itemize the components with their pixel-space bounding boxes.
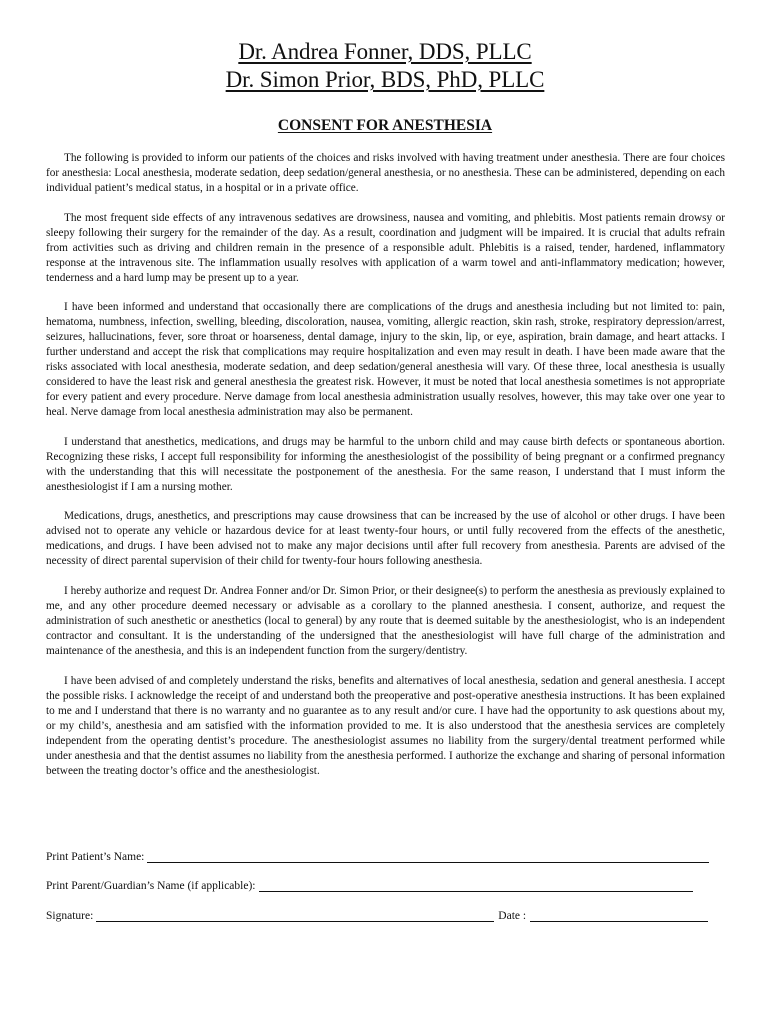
document-title: CONSENT FOR ANESTHESIA — [277, 117, 493, 134]
patient-name-label: Print Patient’s Name: — [46, 851, 145, 863]
signature-label: Signature: — [46, 910, 94, 922]
signature-field[interactable] — [96, 910, 494, 922]
practice-header — [0, 38, 770, 94]
paragraph-side-effects: The most frequent side effects of any intravenous sedatives are drowsiness, nausea and vomiting, and phlebitis. Most patients remain drowsy or sleepy following their surgery for the remainder of the day. As a result, coordination and judgment will be impaired. It is crucial that adults refrain from activities such as driving and children remain in the presence of a responsible adult. Phlebitis is a raised, tender, hardened, inflammatory response at the intravenous site. The inflammation usually resolves with application of a warm towel and anti-inflammatory medication; however, tenderness and a hard lump may be present up to a year. — [46, 211, 725, 284]
paragraph-acknowledgement: I have been advised of and completely understand the risks, benefits and alternatives of local anesthesia, sedation and general anesthesia. I accept the possible risks. I acknowledge the receipt of and understand both the preoperative and post-operative anesthesia instructions. It has been explained to me and I understand that there is no warranty and no guarantee as to any result and/or cure. I have had the opportunity to ask questions about my, or my child’s, anesthesia and am satisfied with the information provided to me. It is also understood that the anesthesia services are completely independent from the operating dentist’s procedure. The anesthesiologist assumes no liability from the surgery/dental treatment performed while under anesthesia and that the dentist assumes no liability from the anesthesia performed. I authorize the exchange and sharing of personal information between the treating doctor’s office and the anesthesiologist. — [46, 674, 725, 777]
patient-name-row — [46, 851, 709, 863]
signature-row — [46, 910, 708, 922]
patient-name-field[interactable] — [147, 851, 709, 863]
paragraph-pregnancy: I understand that anesthetics, medications, and drugs may be harmful to the unborn child and may cause birth defects or spontaneous abortion. Recognizing these risks, I accept full responsibility for informing the anesthesiologist of the possibility of being pregnant or a confirmed pregnancy with the understanding that this will necessitate the postponement of the anesthesia. For the same reason, I understand that I must inform the anesthesiologist if I am a nursing mother. — [46, 435, 725, 493]
paragraph-anesthesia-choices: The following is provided to inform our patients of the choices and risks involved with having treatment under anesthesia. There are four choices for anesthesia: Local anesthesia, moderate sedation, deep sedation/general anesthesia, or no anesthesia. These can be administered, depending on each individual patient’s medical status, in a hospital or in a private office. — [46, 152, 725, 194]
practice-name-1: Dr. Andrea Fonner, DDS, PLLC — [238, 39, 532, 64]
date-field[interactable] — [530, 910, 708, 922]
paragraph-complications: I have been informed and understand that occasionally there are complications of the drugs and anesthesia including but not limited to: pain, hematoma, numbness, infection, swelling, bleeding, discoloration, nausea, vomiting, allergic reaction, skin rash, stroke, respiratory depression/arrest, seizures, hallucinations, fever, sore throat or hoarseness, dental damage, injury to the skin, lip, or eye, aspiration, brain damage, and heart attacks. I further understand and accept the risk that complications may require hospitalization and even may result in death. I have been made aware that the risks associated with local anesthesia, moderate sedation, and deep sedation/general anesthesia will vary. Of these three, local anesthesia is usually considered to have the least risk and general anesthesia the greatest risk. However, it must be noted that local anesthesia sometimes is not appropriate for every patient and every procedure. Nerve damage from local anesthesia administration usually resolves, however, this may take over one year to heal. Nerve damage from local anesthesia administration may also be permanent. — [46, 301, 725, 419]
paragraph-drowsiness: Medications, drugs, anesthetics, and prescriptions may cause drowsiness that can be increased by the use of alcohol or other drugs. I have been advised not to operate any vehicle or hazardous device for at least twenty-four hours, or until fully recovered from the effects of the anesthetic, medications, and drugs. I have been advised not to make any major decisions until after full recovery from anesthesia. Parents are advised of the necessity of direct parental supervision of their child for twenty-four hours following anesthesia. — [46, 510, 725, 568]
paragraph-authorization: I hereby authorize and request Dr. Andrea Fonner and/or Dr. Simon Prior, or their designee(s) to perform the anesthesia as previously explained to me, and any other procedure deemed necessary or advisable as a corollary to the planned anesthesia. I consent, authorize, and request the administration of such anesthetic or anesthetics (local to general) by any route that is deemed suitable by the anesthesiologist, who is an independent contractor and consultant. It is the understanding of the undersigned that the anesthesiologist will have full charge of the administration and maintenance of the anesthesia, and this is an independent function from the surgery/dentistry. — [46, 584, 725, 657]
guardian-name-row — [46, 880, 693, 892]
guardian-name-field[interactable] — [259, 880, 693, 892]
date-label: Date : — [498, 910, 527, 922]
guardian-name-label: Print Parent/Guardian’s Name (if applicable): — [46, 880, 256, 892]
consent-body — [46, 151, 725, 793]
practice-name-2: Dr. Simon Prior, BDS, PhD, PLLC — [225, 67, 545, 92]
